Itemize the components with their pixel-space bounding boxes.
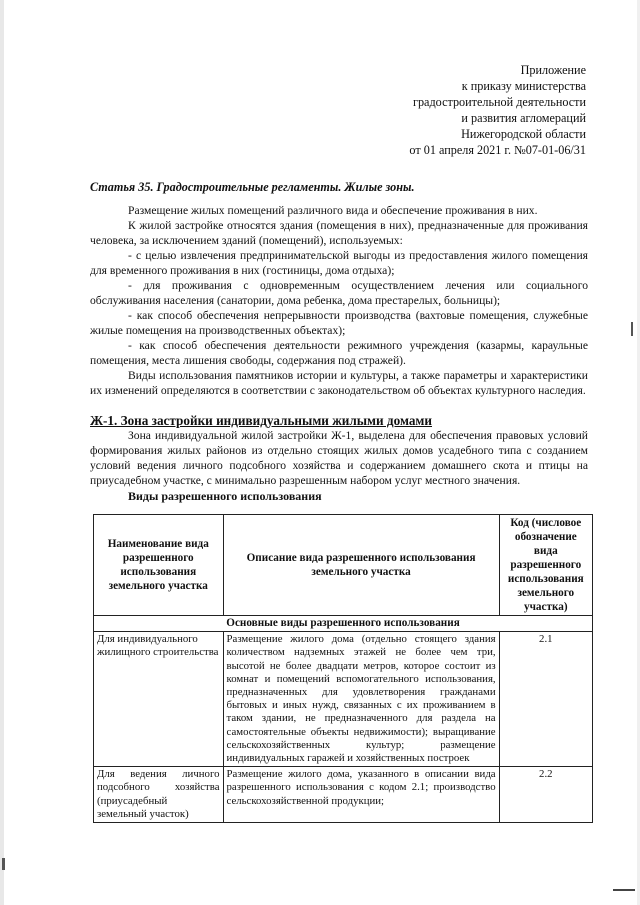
header-line: градостроительной деятельности xyxy=(412,95,586,109)
article-paragraph: - как способ обеспечения деятельности режимного учреждения (казармы, караульные помещения, места лишения свободы, содержания под стражей). xyxy=(90,339,588,367)
header-line: Нижегородской области xyxy=(461,127,586,141)
scan-mark xyxy=(631,322,633,336)
use-description: Размещение жилого дома, указанного в описании вида разрешенного использования с кодом 2.1; производство сельскохозяйственной продукции; xyxy=(223,767,499,823)
header-code: Код (числовое обозначение вида разрешенного использования земельного участка) xyxy=(499,515,592,616)
zone-description: Зона индивидуальной жилой застройки Ж-1, выделена для обеспечения правовых условий формирования жилых районов из отдельно стоящих жилых домов усадебного типа с созданием условий ведения личного подсобного хозяйства и содержанием домашнего скота и птицы на приусадебном участке, с минимально разрешенным набором услуг местного значения. xyxy=(90,429,588,487)
article-paragraph: - как способ обеспечения непрерывности производства (вахтовые помещения, служебные жилые помещения на производственных объектах); xyxy=(90,309,588,337)
article-paragraph: Виды использования памятников истории и культуры, а также параметры и характеристики их изменений определяются в соответствии с законодательством об объектах культурного наследия. xyxy=(90,369,588,397)
section-title: Основные виды разрешенного использования xyxy=(94,616,593,632)
article-paragraph: - с целью извлечения предпринимательской выгоды из предоставления жилого помещения для временного проживания в них (гостиницы, дома отдыха); xyxy=(90,249,588,277)
use-name: Для индивидуального жилищного строительства xyxy=(94,632,224,767)
table-caption: Виды разрешенного использования xyxy=(128,489,322,503)
article-paragraph: - для проживания с одновременным осуществлением лечения или социального обслуживания населения (санатории, дома ребенка, дома престарелых, больницы); xyxy=(90,279,588,307)
permitted-uses-table xyxy=(93,514,593,823)
header-line: Приложение xyxy=(520,63,586,77)
header-description: Описание вида разрешенного использования земельного участка xyxy=(223,515,499,616)
table-header-row xyxy=(94,515,593,616)
header-line: от 01 апреля 2021 г. №07-01-06/31 xyxy=(409,143,586,157)
document-body xyxy=(90,180,588,504)
table-section-row xyxy=(94,616,593,632)
table-row xyxy=(94,767,593,823)
scan-mark xyxy=(2,858,5,870)
use-code: 2.2 xyxy=(499,767,592,823)
article-paragraph: К жилой застройке относятся здания (помещения в них), предназначенные для проживания человека, за исключением зданий (помещений), используемых: xyxy=(90,219,588,247)
article-paragraph: Размещение жилых помещений различного вида и обеспечение проживания в них. xyxy=(128,204,538,217)
appendix-header xyxy=(326,62,586,158)
table-row xyxy=(94,632,593,767)
article-title: Статья 35. Градостроительные регламенты. Жилые зоны. xyxy=(90,180,415,194)
header-name: Наименование вида разрешенного использования земельного участка xyxy=(94,515,224,616)
use-code: 2.1 xyxy=(499,632,592,767)
scan-mark xyxy=(613,889,635,891)
header-line: и развития агломераций xyxy=(461,111,586,125)
zone-title: Ж-1. Зона застройки индивидуальными жилыми домами xyxy=(90,413,433,428)
use-description: Размещение жилого дома (отдельно стоящего здания количеством надземных этажей не более чем три, высотой не более двадцати метров, которое состоит из комнат и помещений вспомогательного использования, предназначенных для удовлетворения гражданами бытовых и иных нужд, связанных с их проживанием в таком здании, не предназначенного для раздела на самостоятельные объекты недвижимости); выращивание сельскохозяйственных культур; размещение индивидуальных гаражей и хозяйственных построек xyxy=(223,632,499,767)
scan-left-edge xyxy=(0,0,4,905)
use-name: Для ведения личного подсобного хозяйства (приусадебный земельный участок) xyxy=(94,767,224,823)
header-line: к приказу министерства xyxy=(461,79,586,93)
